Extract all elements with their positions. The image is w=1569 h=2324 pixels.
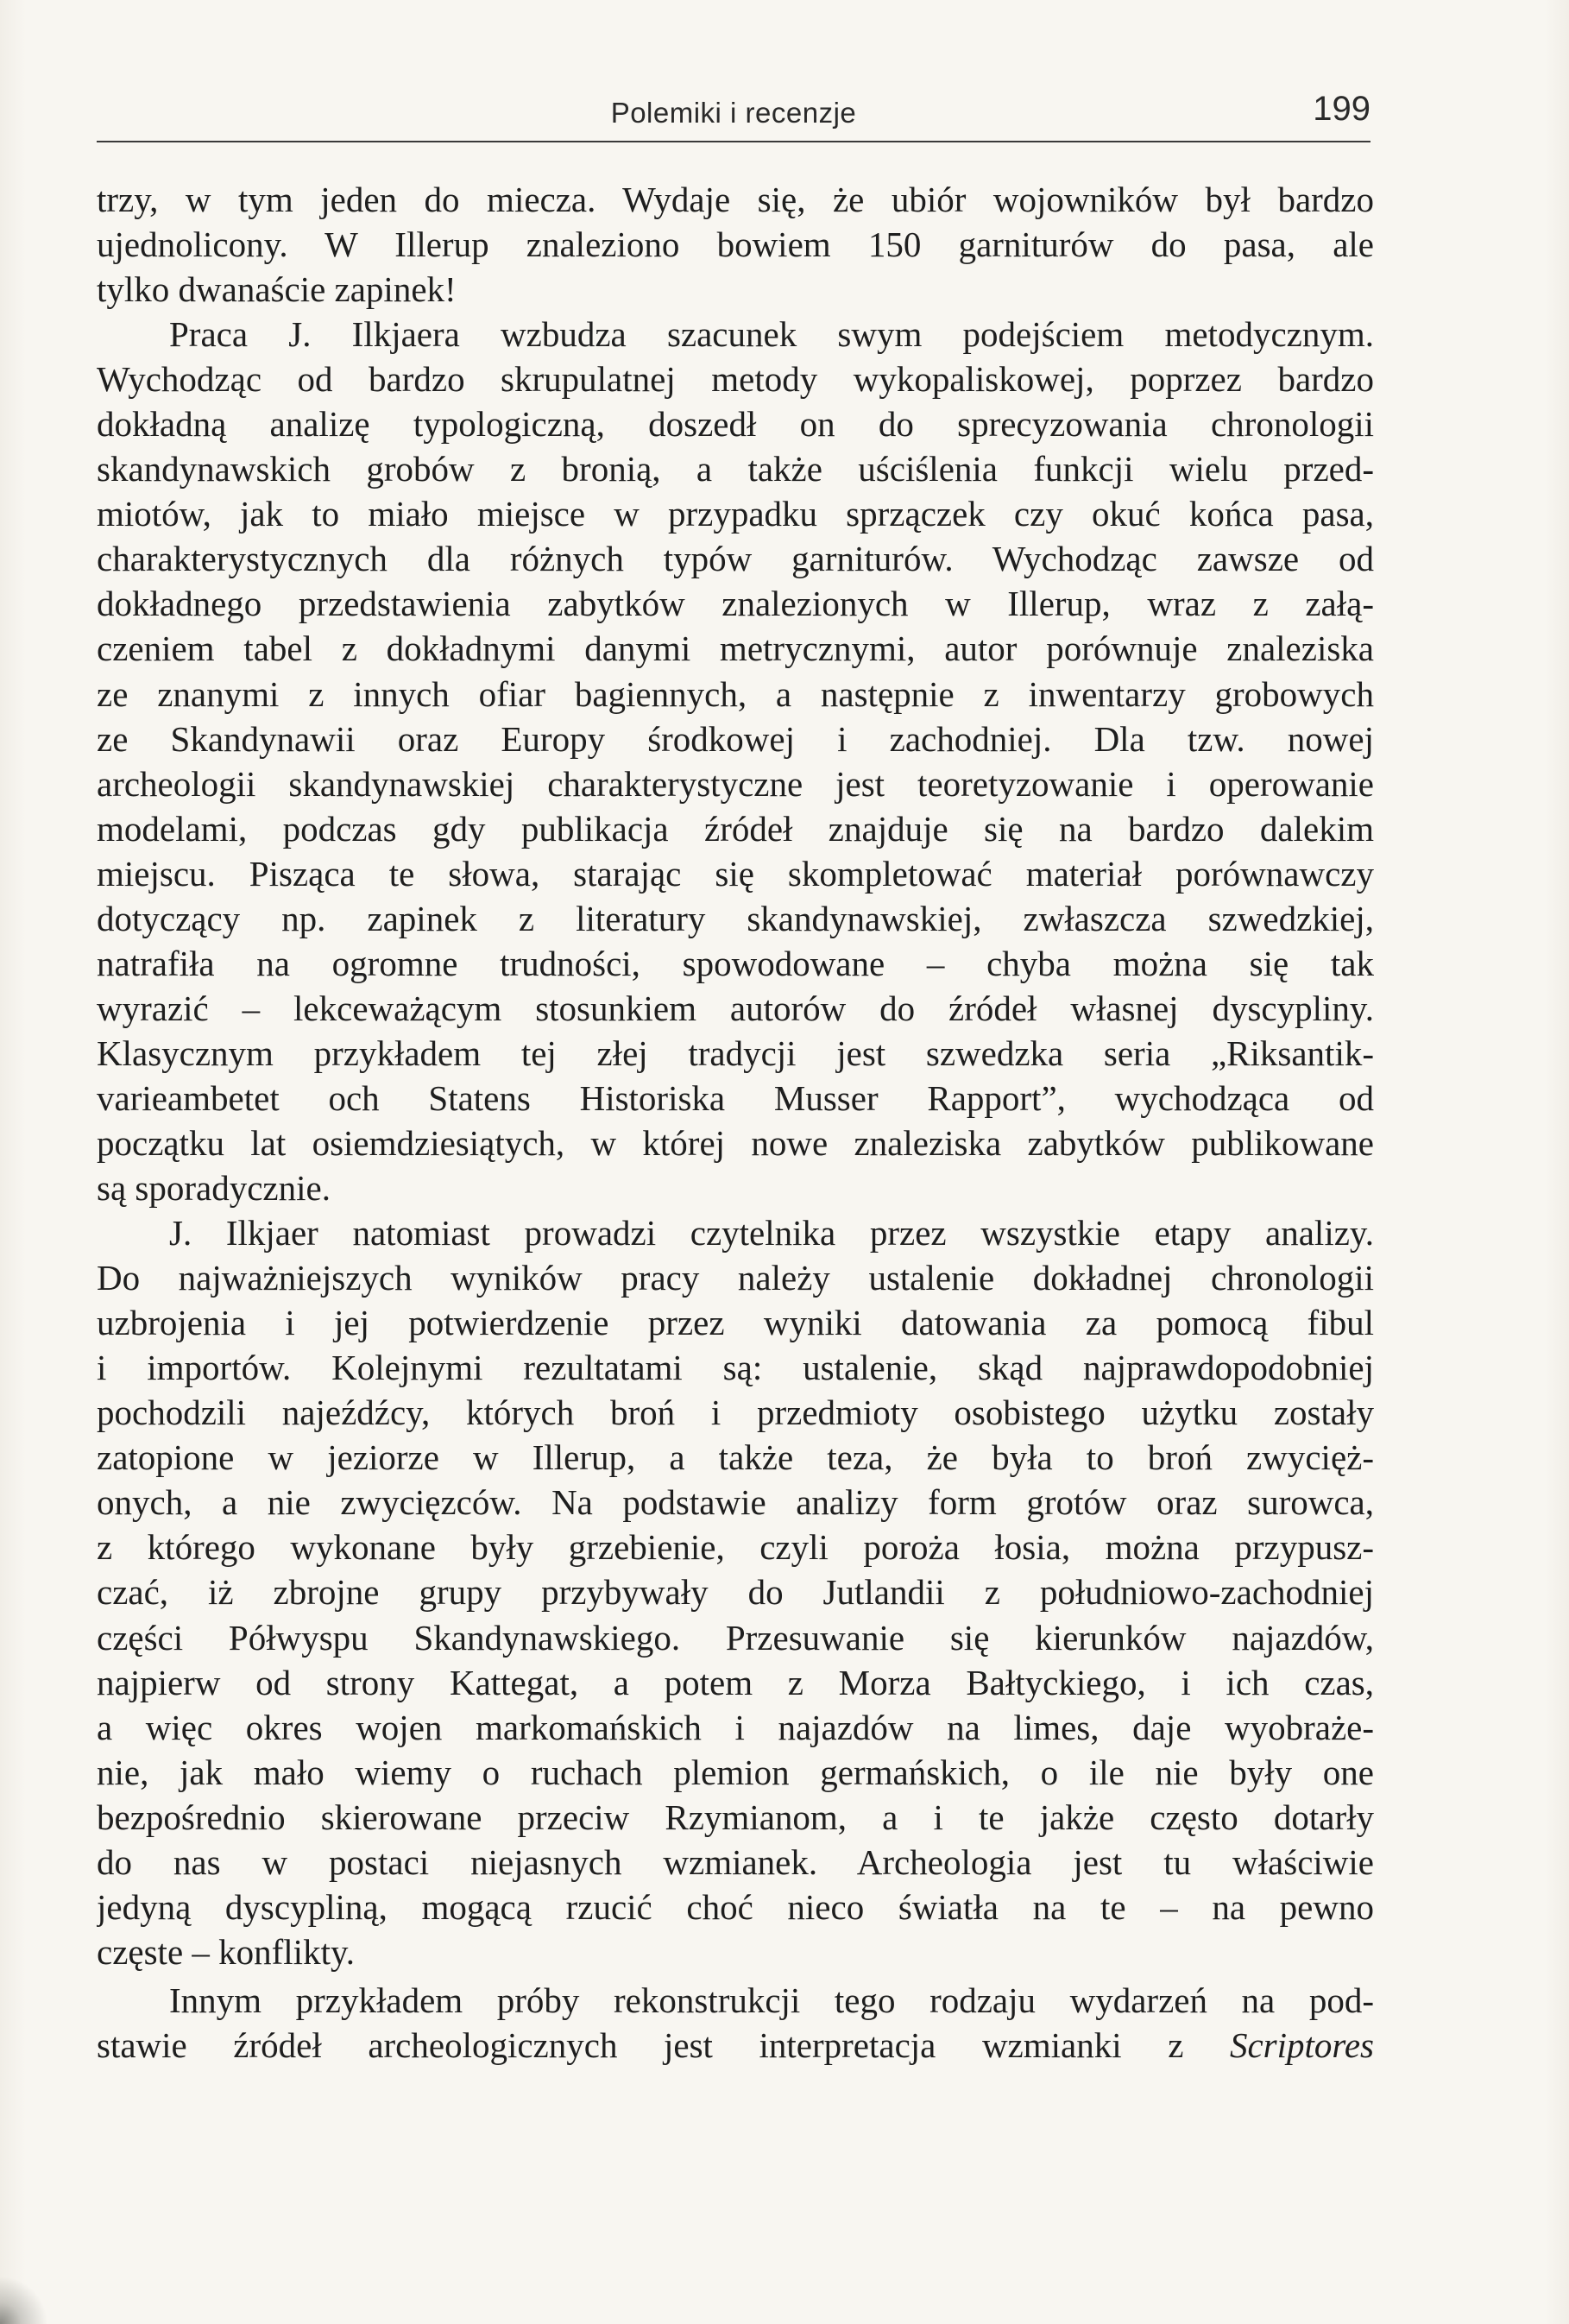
text-line: częste – konflikty. [97,1931,356,1972]
scan-edge-shadow [0,2272,52,2324]
page-header [97,86,1371,140]
text-line: skandynawskich grobów z bronią, a także uściślenia funkcji wielu przed- [97,449,1374,489]
text-line: ze Skandynawii oraz Europy środkowej i zachodniej. Dla tzw. nowej [97,718,1374,759]
text-line: nie, jak mało wiemy o ruchach plemion germańskich, o ile nie były one [97,1752,1374,1792]
text-line: pochodzili najeźdźcy, których broń i przedmioty osobistego użytku zostały [97,1393,1374,1433]
text-line: najpierw od strony Kattegat, a potem z Morza Bałtyckiego, i ich czas, [97,1662,1374,1702]
text-line: początku lat osiemdziesiątych, w której nowe znaleziska zabytków publikowane [97,1122,1374,1163]
text-line: czeniem tabel z dokładnymi danymi metrycznymi, autor porównuje znaleziska [97,628,1374,669]
paragraph-3 [97,1210,1374,1974]
text-line: tylko dwanaście zapinek! [97,269,457,310]
body-text [97,177,1374,2068]
text-line: Innym przykładem próby rekonstrukcji tego rodzaju wydarzeń na pod- [169,1980,1374,2020]
text-line: bezpośrednio skierowane przeciw Rzymianom, a i te jakże często dotarły [97,1797,1374,1837]
text-line: J. Ilkjaer natomiast prowadzi czytelnika przez wszystkie etapy analizy. [169,1213,1374,1254]
text-line: miotów, jak to miało miejsce w przypadku sprzączek czy okuć końca pasa, [97,494,1374,534]
text-line: archeologii skandynawskiej charakterystyczne jest teoretyzowanie i operowanie [97,763,1374,804]
text-line: a więc okres wojen markomańskich i najazdów na limes, daje wyobraże- [97,1707,1374,1747]
text-line: zatopione w jeziorze w Illerup, a także teza, że była to broń zwycięż- [97,1437,1374,1478]
text-line: onych, a nie zwycięzców. Na podstawie analizy form grotów oraz surowca, [97,1482,1374,1523]
text-line: varieambetet och Statens Historiska Musser Rapport”, wychodząca od [97,1077,1374,1118]
text-line: modelami, podczas gdy publikacja źródeł znajduje się na bardzo dalekim [97,808,1374,849]
text-line: Praca J. Ilkjaera wzbudza szacunek swym podejściem metodycznym. [169,314,1374,355]
text-line: części Półwyspu Skandynawskiego. Przesuwanie się kierunków najazdów, [97,1617,1374,1658]
running-head: Polemiki i recenzje [610,97,857,129]
text-line: dotyczący np. zapinek z literatury skandynawskiej, zwłaszcza szwedzkiej, [97,898,1374,938]
text-line: jedyną dyscypliną, mogącą rzucić choć nieco światła na te – na pewno [97,1886,1374,1927]
paragraph-1 [97,177,1374,312]
italic-title: Scriptores [1229,2024,1374,2065]
text-line: miejscu. Pisząca te słowa, starając się skompletować materiał porównawczy [97,853,1374,894]
text-line: dokładną analizę typologiczną, doszedł on do sprecyzowania chronologii [97,404,1374,445]
text-line: Klasycznym przykładem tej złej tradycji jest szwedzka seria „Riksantik- [97,1033,1374,1073]
text-line: są sporadycznie. [97,1168,331,1209]
header-rule [97,141,1371,142]
text-line: Do najważniejszych wyników pracy należy ustalenie dokładnej chronologii [97,1258,1374,1298]
text-line: natrafiła na ogromne trudności, spowodowane – chyba można się tak [97,943,1374,983]
paragraph-2 [97,312,1374,1210]
text-line: i importów. Kolejnymi rezultatami są: ustalenie, skąd najprawdopodobniej [97,1348,1374,1388]
text-line: ujednolicony. W Illerup znaleziono bowiem 150 garniturów do pasa, ale [97,224,1374,265]
text-line: charakterystycznych dla różnych typów garniturów. Wychodząc zawsze od [97,539,1374,579]
text-line: wyrazić – lekceważącym stosunkiem autorów do źródeł własnej dyscypliny. [97,988,1374,1028]
page-number: 199 [1313,90,1371,128]
text-line: Wychodząc od bardzo skrupulatnej metody wykopaliskowej, poprzez bardzo [97,359,1374,400]
text-line [97,2023,1374,2068]
text-line: do nas w postaci niejasnych wzmianek. Archeologia jest tu właściwie [97,1841,1374,1882]
paragraph-4 [97,1978,1374,2068]
text-line: trzy, w tym jeden do miecza. Wydaje się, że ubiór wojowników był bardzo [97,180,1374,219]
text-line: dokładnego przedstawienia zabytków znalezionych w Illerup, wraz z załą- [97,584,1374,624]
text-line: czać, iż zbrojne grupy przybywały do Jutlandii z południowo-zachodniej [97,1572,1374,1613]
text-line: z którego wykonane były grzebienie, czyli poroża łosia, można przypusz- [97,1527,1374,1568]
text-span: stawie źródeł archeologicznych jest interpretacja wzmianki z [97,2024,1184,2065]
text-line: ze znanymi z innych ofiar bagiennych, a następnie z inwentarzy grobowych [97,673,1374,714]
text-line: uzbrojenia i jej potwierdzenie przez wyniki datowania za pomocą fibul [97,1303,1374,1343]
